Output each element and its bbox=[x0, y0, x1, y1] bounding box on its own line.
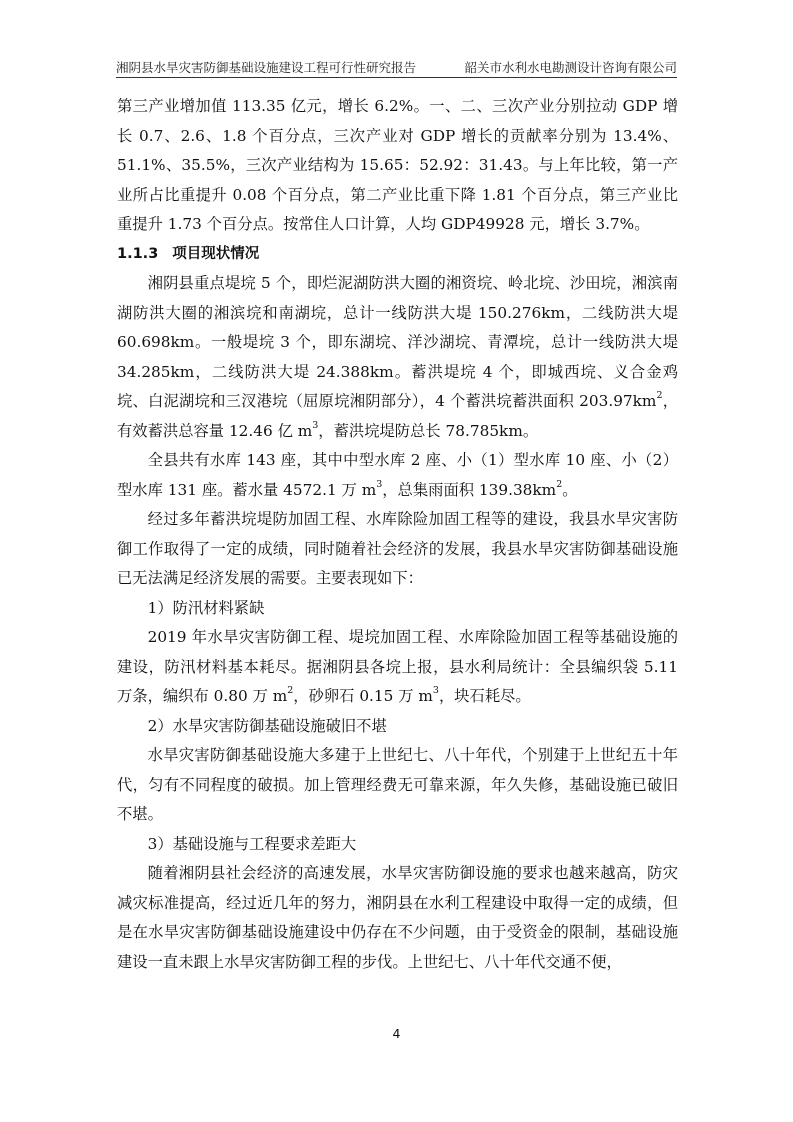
page-header bbox=[116, 52, 677, 78]
page-number: 4 bbox=[392, 1026, 401, 1041]
paragraph-reservoirs-text-2: ，总集雨面积 139.38km bbox=[382, 480, 557, 499]
document-body bbox=[117, 92, 678, 977]
paragraph-problems-intro: 经过多年蓄洪垸堤防加固工程、水库除险加固工程等的建设，我县水旱灾害防御工作取得了一定的成绩，同时随着社会经济的发展，我县水旱灾害防御基础设施已无法满足经济发展的需要。主要表现如下： bbox=[117, 510, 678, 587]
paragraph-materials-text-1: 2019 年水旱灾害防御工程、堤垸加固工程、水库除险加固工程等基础设施的建设，防汛材料基本耗尽。据湘阴县各垸上报，县水利局统计：全县编织袋 5.11 万条，编织布 0.80 万 m bbox=[117, 628, 678, 705]
header-report-title: 湘阴县水旱灾害防御基础设施建设工程可行性研究报告 bbox=[116, 60, 417, 75]
paragraph-materials-text-2: ，砂卵石 0.15 万 m bbox=[293, 687, 433, 705]
list-item-1: 1）防汛材料紧缺 bbox=[147, 598, 265, 617]
paragraph-reservoirs bbox=[117, 446, 678, 505]
superscript-2: 2 bbox=[556, 478, 563, 490]
superscript-3: 3 bbox=[376, 478, 383, 490]
superscript-3: 3 bbox=[432, 685, 439, 697]
paragraph-economy: 第三产业增加值 113.35 亿元，增长 6.2%。一、二、三次产业分别拉动 GDP 增长 0.7、2.6、1.8 个百分点，三次产业对 GDP 增长的贡献率分别为 13.4%、51.1%、35.5%，三次产业结构为 15.65：52.92：31.43。与上年比较，第一产业所占比重提升 0.08 个百分点，第二产业比重下降 1.81 个百分点，第三产业比重提升 1.73 个百分点。按常住人口计算，人均 GDP49928 元，增长 3.7%。 bbox=[117, 97, 678, 233]
paragraph-reservoirs-text-3: 。 bbox=[562, 480, 578, 499]
paragraph-materials bbox=[117, 623, 678, 712]
header-rule bbox=[116, 77, 677, 78]
paragraph-dikes-text-3: ，蓄洪垸堤防总长 78.785km。 bbox=[318, 421, 539, 440]
paragraph-dikes-text-1: 湘阴县重点堤垸 5 个，即烂泥湖防洪大圈的湘资垸、岭北垸、沙田垸，湘滨南湖防洪大圈的湘滨垸和南湖垸，总计一线防洪大堤 150.276km，二线防洪大堤 60.698km。一般堤垸 3 个，即东湖垸、洋沙湖垸、青潭垸，总计一线防洪大堤 34.285km，二线防洪大堤 24.388km。蓄洪堤垸 4 个，即城西垸、义合金鸡垸、白泥湖垸和三汊港垸（屈原垸湘阴部分），4 个蓄洪垸蓄洪面积 203.97km bbox=[117, 274, 678, 410]
list-item-3: 3）基础设施与工程要求差距大 bbox=[147, 834, 357, 853]
section-heading bbox=[117, 240, 678, 270]
paragraph-dikes bbox=[117, 269, 678, 446]
paragraph-gap: 随着湘阴县社会经济的高速发展，水旱灾害防御设施的要求也越来越高，防灾减灾标准提高，经过近几年的努力，湘阴县在水利工程建设中取得一定的成绩，但是在水旱灾害防御基础设施建设中仍存在不少问题，由于受资金的限制，基础设施建设一直未跟上水旱灾害防御工程的步伐。上世纪七、八十年代交通不便， bbox=[117, 864, 678, 971]
superscript-3: 3 bbox=[312, 419, 319, 431]
section-title: 项目现状情况 bbox=[172, 245, 260, 262]
superscript-2: 2 bbox=[287, 685, 294, 697]
paragraph-dikes-text-2: ，有效蓄洪总容量 12.46 亿 m bbox=[117, 392, 678, 440]
superscript-2: 2 bbox=[656, 390, 663, 402]
header-company-name: 韶关市水利水电勘测设计咨询有限公司 bbox=[464, 60, 677, 75]
paragraph-materials-text-3: ，块石耗尽。 bbox=[438, 687, 531, 705]
section-number: 1.1.3 bbox=[117, 245, 159, 262]
list-item-2: 2）水旱灾害防御基础设施破旧不堪 bbox=[147, 716, 387, 735]
paragraph-reservoirs-text-1: 全县共有水库 143 座，其中中型水库 2 座、小（1）型水库 10 座、小（2）型水库 131 座。蓄水量 4572.1 万 m bbox=[117, 451, 678, 499]
paragraph-facilities-age: 水旱灾害防御基础设施大多建于上世纪七、八十年代，个别建于上世纪五十年代，匀有不同程度的破损。加上管理经费无可靠来源，年久失修，基础设施已破旧不堪。 bbox=[117, 746, 678, 823]
